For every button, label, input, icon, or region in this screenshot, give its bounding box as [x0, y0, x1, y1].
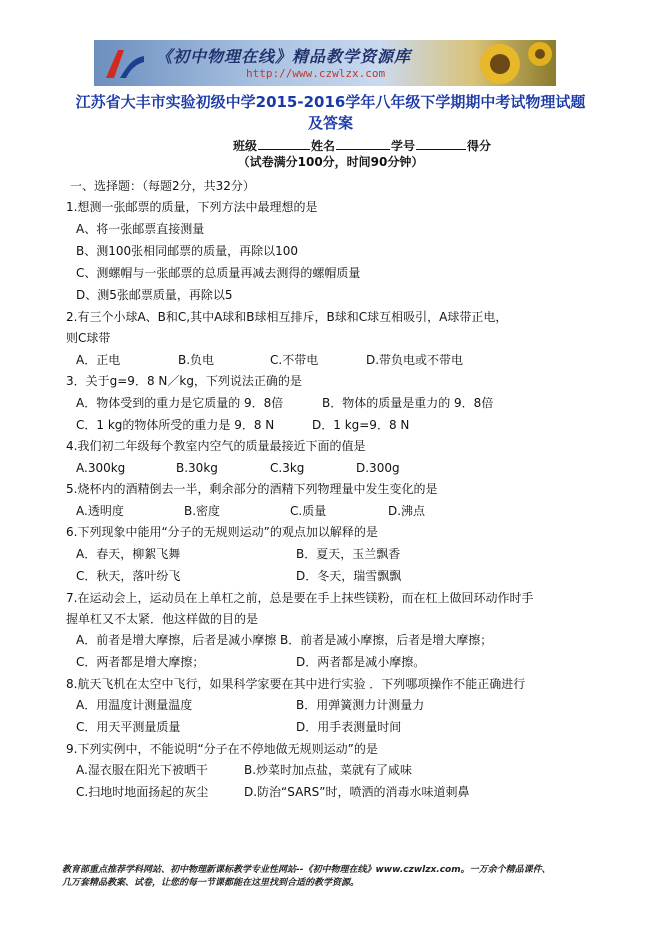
question-3: 3．关于g=9．8 N／kg，下列说法正确的是 [66, 374, 302, 388]
question-8: 8.航天飞机在太空中飞行，如果科学家要在其中进行实验 ．下列哪项操作不能正确进行 [66, 677, 526, 691]
question-4: 4.我们初二年级每个教室内空气的质量最接近下面的值是 [66, 439, 366, 453]
option-7d: D．两者都是减小摩擦。 [296, 655, 426, 669]
class-field-label: 班级 [233, 139, 258, 153]
document-title-continued: 及答案 [307, 114, 353, 132]
option-5a: A.透明度 [76, 504, 124, 518]
option-4c: C.3kg [270, 461, 305, 475]
number-field-label: 学号 [391, 139, 416, 153]
option-8b: B．用弹簧测力计测量力 [296, 698, 425, 712]
option-6d: D．冬天，瑞雪飘飘 [296, 569, 402, 583]
option-2c: C.不带电 [270, 353, 319, 367]
banner-url[interactable]: http://www.czwlzx.com [246, 67, 386, 80]
option-9a: A.湿衣服在阳光下被晒干 [76, 763, 208, 777]
site-logo-icon [100, 44, 148, 82]
option-1c: C、测螺帽与一张邮票的总质量再减去测得的螺帽质量 [76, 266, 361, 280]
option-9d: D.防治“SARS”时，喷洒的消毒水味道刺鼻 [244, 785, 470, 799]
option-6c: C．秋天，落叶纷飞 [76, 569, 181, 583]
option-8c: C．用天平测量质量 [76, 720, 181, 734]
footer-line-1: 教育部重点推荐学科网站、初中物理新课标教学专业性网站--《初中物理在线》www.czwlzx.com。一万余个精品课件、 [62, 865, 551, 875]
option-8a: A．用温度计测量温度 [76, 698, 193, 712]
option-5b: B.密度 [184, 504, 221, 518]
sunflower-image [460, 40, 552, 86]
option-2a: A．正电 [76, 353, 121, 367]
question-9: 9.下列实例中，不能说明“分子在不停地做无规则运动”的是 [66, 742, 378, 756]
question-6: 6.下列现象中能用“分子的无规则运动”的观点加以解释的是 [66, 525, 378, 539]
option-7ab: A．前者是增大摩擦，后者是减小摩擦 B．前者是减小摩擦，后者是增大摩擦； [76, 633, 493, 647]
option-1a: A、将一张邮票直接测量 [76, 222, 205, 236]
option-5d: D.沸点 [388, 504, 426, 518]
option-2d: D.带负电或不带电 [366, 353, 464, 367]
option-4d: D.300g [356, 461, 400, 475]
option-3c: C．1 kg的物体所受的重力是 9．8 N [76, 418, 275, 432]
question-7-continued: 握单杠又不太紧．他这样做的目的是 [66, 612, 259, 626]
question-1: 1.想测一张邮票的质量，下列方法中最理想的是 [66, 200, 318, 214]
option-8d: D．用手表测量时间 [296, 720, 402, 734]
question-2: 2.有三个小球A、B和C,其中A球和B球相互排斥，B球和C球互相吸引，A球带正电， [66, 310, 508, 324]
option-9b: B.炒菜时加点盐，菜就有了咸味 [244, 763, 413, 777]
option-7c: C．两者都是增大摩擦； [76, 655, 205, 669]
document-title: 江苏省大丰市实验初级中学2015-2016学年八年级下学期期中考试物理试题 [75, 93, 586, 111]
name-field-label: 姓名 [311, 139, 336, 153]
option-6b: B．夏天，玉兰飘香 [296, 547, 401, 561]
footer-line-2: 几万套精品教案、试卷，让您的每一节课都能在这里找到合适的教学资源。 [62, 878, 360, 888]
question-2-continued: 则C球带 [66, 331, 111, 345]
option-2b: B.负电 [178, 353, 215, 367]
option-1b: B、测100张相同邮票的质量，再除以100 [76, 244, 299, 258]
score-field-label: 得分 [467, 139, 492, 153]
question-5: 5.烧杯内的酒精倒去一半，剩余部分的酒精下列物理量中发生变化的是 [66, 482, 438, 496]
option-6a: A．春天，柳絮飞舞 [76, 547, 181, 561]
section-heading: 一、选择题：（每题2分，共32分） [70, 179, 255, 193]
option-4a: A.300kg [76, 461, 126, 475]
option-3a: A．物体受到的重力是它质量的 9．8倍 [76, 396, 284, 410]
option-1d: D、测5张邮票质量，再除以5 [76, 288, 233, 302]
page-footer [62, 864, 618, 890]
option-5c: C.质量 [290, 504, 327, 518]
option-3d: D．1 kg=9．8 N [312, 418, 410, 432]
option-9c: C.扫地时地面扬起的灰尘 [76, 785, 209, 799]
exam-info: （试卷满分100分，时间90分钟） [237, 155, 424, 169]
question-7: 7.在运动会上，运动员在上单杠之前，总是要在手上抹些镁粉，而在杠上做回环动作时手 [66, 591, 534, 605]
option-3b: B．物体的质量是重力的 9．8倍 [322, 396, 494, 410]
banner-title: 《初中物理在线》精品教学资源库 [156, 47, 412, 66]
option-4b: B.30kg [176, 461, 218, 475]
header-banner [94, 40, 556, 86]
